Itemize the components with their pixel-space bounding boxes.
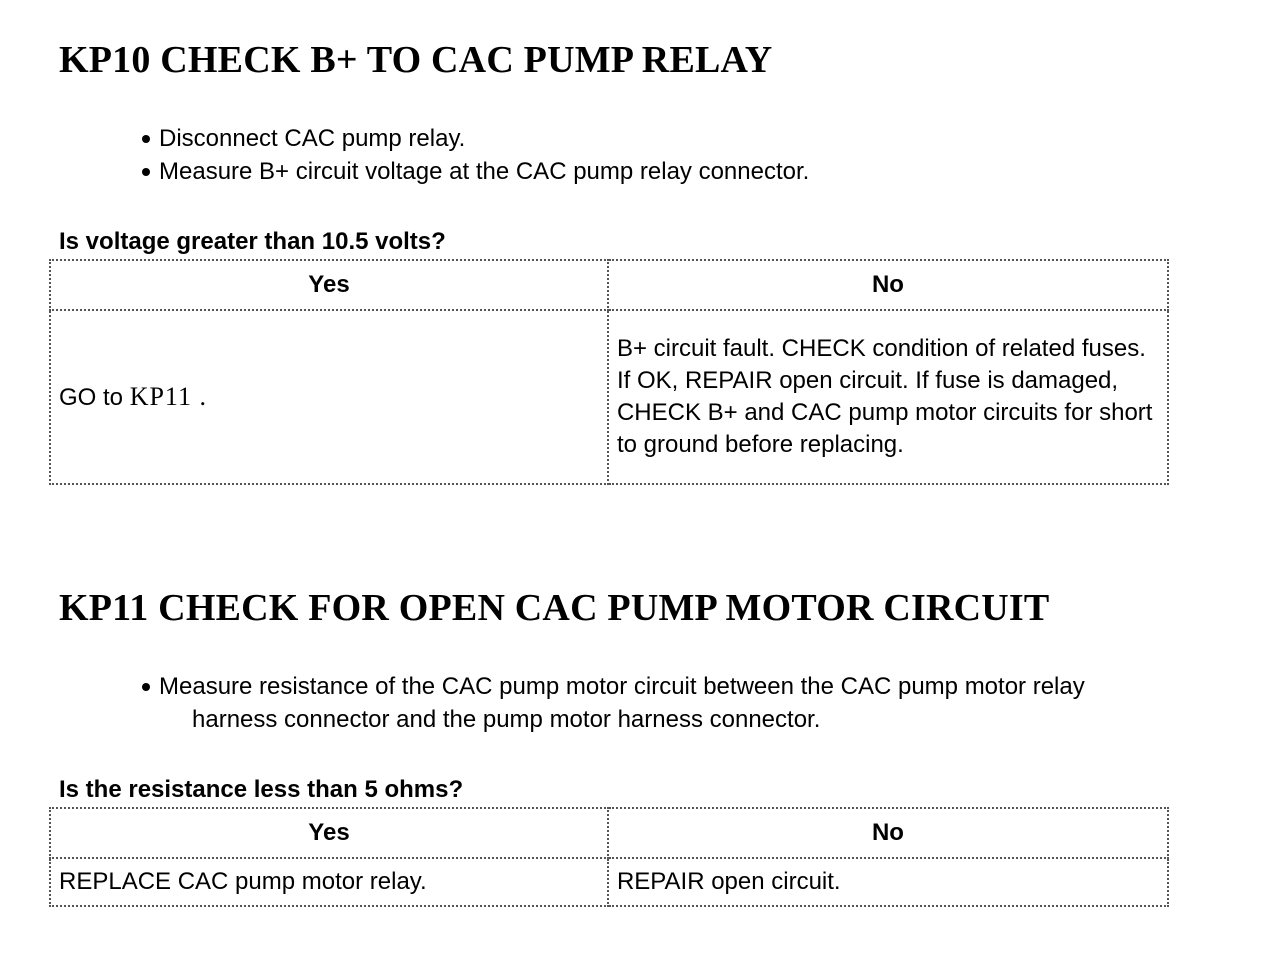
bullet-icon — [142, 168, 150, 176]
question-text: Is the resistance less than 5 ohms? — [59, 776, 464, 803]
instruction-list — [140, 122, 809, 188]
instruction-list — [140, 670, 1085, 736]
no-action-text: B+ circuit fault. CHECK condition of related fuses. If OK, REPAIR open circuit. If fuse is damaged, CHECK B+ and CAC pump motor circuits for short to ground before replacing. — [616, 335, 1153, 458]
section-heading: KP10 CHECK B+ TO CAC PUMP RELAY — [59, 39, 773, 81]
yes-header: Yes — [50, 808, 608, 858]
no-header: No — [608, 260, 1168, 310]
table-row — [50, 858, 1168, 906]
bullet-icon — [142, 135, 150, 143]
table-header-row — [50, 808, 1168, 858]
instruction-text: Measure B+ circuit voltage at the CAC pump relay connector. — [159, 158, 810, 185]
no-action-text: REPAIR open circuit. — [616, 868, 841, 895]
yes-cell — [50, 310, 608, 484]
instruction-text-line-1: Measure resistance of the CAC pump motor circuit between the CAC pump motor relay — [159, 673, 1085, 700]
table-row — [50, 310, 1168, 484]
question-text: Is voltage greater than 10.5 volts? — [59, 228, 446, 255]
table-header-row — [50, 260, 1168, 310]
section-heading: KP11 CHECK FOR OPEN CAC PUMP MOTOR CIRCUIT — [59, 587, 1050, 629]
no-header: No — [608, 808, 1168, 858]
yes-cell — [50, 858, 608, 906]
decision-table — [49, 259, 1169, 485]
instruction-text: Disconnect CAC pump relay. — [159, 125, 466, 152]
decision-table — [49, 807, 1169, 907]
yes-action-text: GO to — [59, 383, 130, 411]
no-cell — [608, 310, 1168, 484]
bullet-icon — [142, 683, 150, 691]
goto-kp11-link[interactable]: KP11 . — [129, 381, 207, 411]
list-item — [140, 670, 1085, 736]
instruction-text-line-2: harness connector and the pump motor harness connector. — [192, 706, 821, 733]
yes-action-text: REPLACE CAC pump motor relay. — [59, 868, 427, 895]
yes-header: Yes — [50, 260, 608, 310]
list-item — [140, 122, 809, 155]
list-item — [140, 155, 809, 188]
no-cell — [608, 858, 1168, 906]
